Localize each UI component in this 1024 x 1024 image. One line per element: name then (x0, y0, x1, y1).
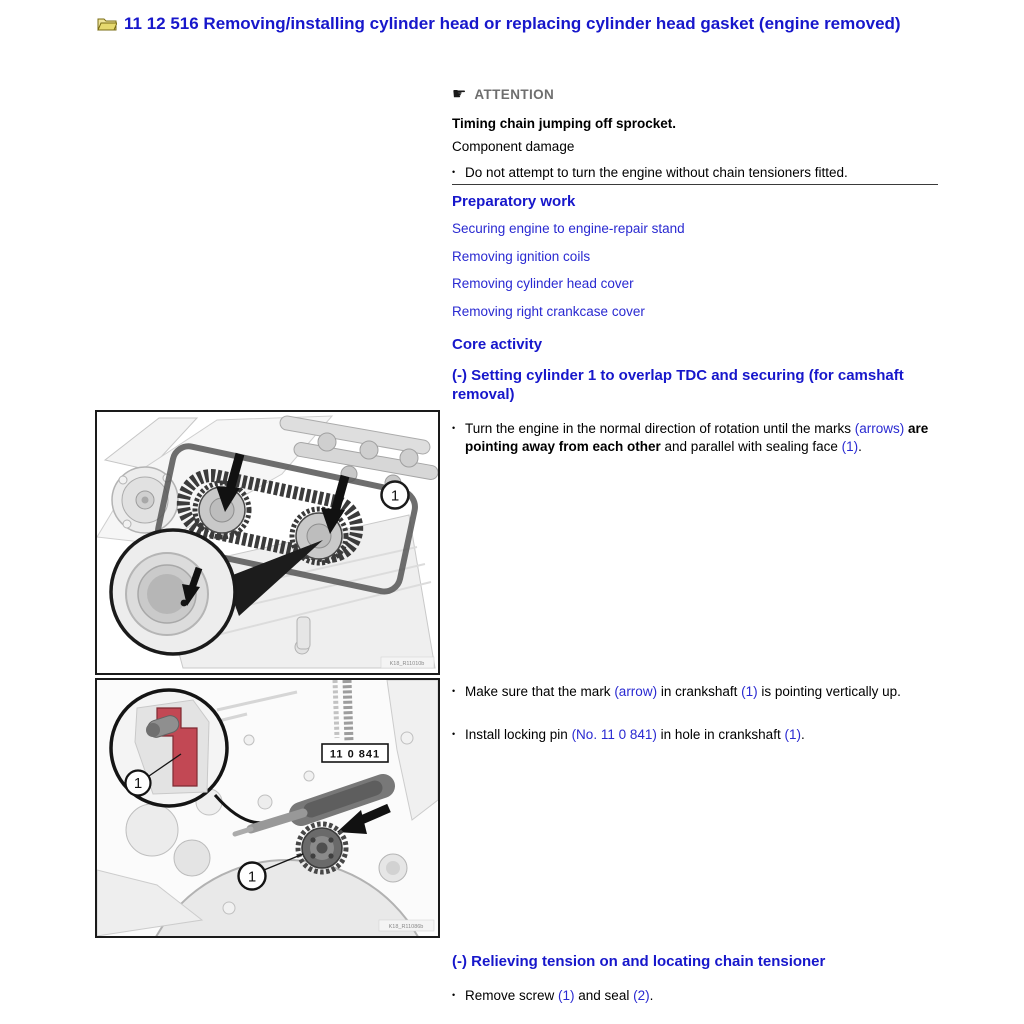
svg-text:1: 1 (133, 775, 143, 792)
page-title: 11 12 516 Removing/installing cylinder head or replacing cylinder head gasket (engine removed) (124, 14, 901, 33)
attention-header (452, 86, 938, 102)
figure-crankshaft-locking-pin (95, 678, 440, 938)
callout-1-badge-sprocket (239, 863, 266, 890)
bullet-icon: • (452, 729, 456, 739)
attention-bullet (452, 164, 938, 182)
svg-text:1: 1 (247, 868, 257, 886)
figure-watermark (379, 920, 434, 931)
link-removing-ignition-coils[interactable]: Removing ignition coils (452, 249, 591, 264)
folder-icon (97, 16, 117, 37)
special-tool-label (322, 744, 388, 762)
link-securing-engine[interactable]: Securing engine to engine-repair stand (452, 221, 685, 236)
divider (452, 184, 938, 185)
step-bullet-mark-crankshaft-text: Make sure that the mark (arrow) in crankshaft (1) is pointing vertically up. (465, 684, 901, 699)
attention-cause: Timing chain jumping off sprocket. (452, 116, 677, 131)
section-heading-preparatory-work: Preparatory work (452, 193, 576, 210)
step-heading-setting-tdc: (-) Setting cylinder 1 to overlap TDC and securing (for camshaft removal) (452, 367, 904, 403)
bullet-icon: • (452, 686, 456, 696)
attention-effect: Component damage (452, 139, 575, 154)
step-bullet-mark-crankshaft (452, 683, 938, 701)
pointing-hand-icon: ☛ (452, 84, 467, 103)
step-bullet-install-locking-pin (452, 726, 938, 744)
bullet-icon: • (452, 167, 456, 177)
step-heading-relieving-tension: (-) Relieving tension on and locating chain tensioner (452, 953, 826, 970)
step-bullet-turn-engine-text: Turn the engine in the normal direction of rotation until the marks (arrows) are pointing away from each other and parallel with sealing face (1). (465, 421, 929, 454)
step-bullet-turn-engine (452, 420, 938, 456)
attention-label: ATTENTION (474, 86, 555, 102)
step-bullet-install-locking-pin-text: Install locking pin (No. 11 0 841) in hole in crankshaft (1). (465, 727, 805, 742)
figure-camshaft-timing-marks (95, 410, 440, 675)
attention-bullet-text: Do not attempt to turn the engine without chain tensioners fitted. (465, 165, 848, 180)
engine-drawing-camshafts (97, 412, 438, 673)
link-removing-cylinder-head-cover[interactable]: Removing cylinder head cover (452, 276, 634, 291)
step-bullet-remove-screw (452, 987, 938, 1005)
svg-text:11 0 841: 11 0 841 (329, 748, 381, 761)
engine-drawing-crankcase (97, 680, 438, 936)
svg-text:K18_R11086b: K18_R11086b (388, 924, 424, 930)
step-bullet-remove-screw-text: Remove screw (1) and seal (2). (465, 988, 654, 1003)
bullet-icon: • (452, 423, 456, 433)
section-heading-core-activity: Core activity (452, 336, 543, 353)
callout-1-badge-inset (126, 771, 151, 796)
document-header (97, 13, 939, 37)
link-removing-right-crankcase-cover[interactable]: Removing right crankcase cover (452, 304, 645, 319)
svg-text:K18_R11010b: K18_R11010b (389, 661, 425, 667)
bullet-icon: • (452, 990, 456, 1000)
callout-1-badge (382, 482, 409, 509)
svg-text:1: 1 (390, 487, 400, 505)
figure-watermark (381, 657, 434, 668)
